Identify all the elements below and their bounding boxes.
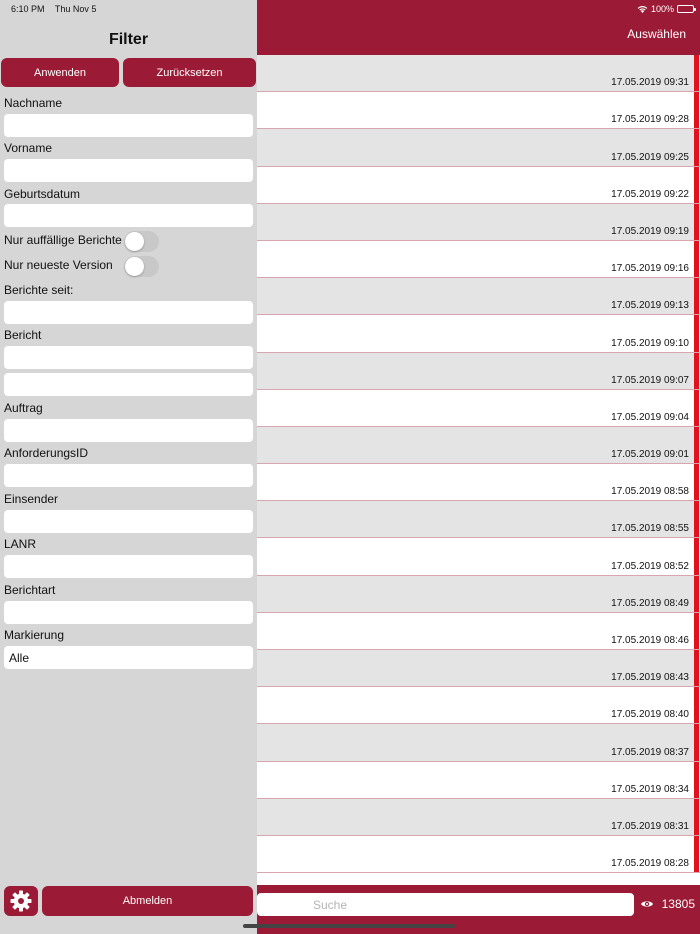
row-timestamp: 17.05.2019 08:46 — [611, 635, 689, 646]
row-marker — [694, 501, 699, 537]
count-value: 13805 — [661, 897, 695, 911]
report-list[interactable] — [257, 55, 700, 873]
row-marker — [694, 167, 699, 203]
row-timestamp: 17.05.2019 09:25 — [611, 151, 689, 163]
berichtart-input[interactable] — [4, 601, 253, 624]
table-row[interactable] — [257, 278, 700, 315]
row-timestamp: 17.05.2019 09:16 — [611, 263, 689, 275]
row-marker — [694, 836, 699, 872]
row-marker — [694, 278, 699, 314]
row-timestamp: 17.05.2019 08:52 — [611, 560, 689, 572]
eye-icon — [640, 899, 654, 909]
row-marker — [694, 724, 699, 760]
row-marker — [694, 129, 699, 165]
gear-icon — [9, 889, 33, 913]
table-row[interactable] — [257, 390, 700, 427]
row-timestamp: 17.05.2019 09:04 — [611, 411, 689, 423]
status-date: Thu Nov 5 — [54, 4, 97, 14]
geburtsdatum-input[interactable] — [4, 204, 253, 227]
report-list-panel — [257, 0, 700, 934]
table-row[interactable] — [257, 167, 700, 204]
row-timestamp: 17.05.2019 08:34 — [611, 783, 689, 795]
table-row[interactable] — [257, 241, 700, 278]
einsender-label: Einsender — [4, 492, 59, 506]
table-row[interactable] — [257, 92, 700, 129]
markierung-label: Markierung — [4, 628, 65, 642]
table-row[interactable] — [257, 576, 700, 613]
row-timestamp: 17.05.2019 09:22 — [611, 188, 689, 200]
bericht-label: Bericht — [4, 328, 42, 342]
row-timestamp: 17.05.2019 08:55 — [611, 523, 689, 535]
vorname-input[interactable] — [4, 159, 253, 182]
battery-percent: 100% — [650, 4, 674, 14]
markierung-select[interactable]: Alle — [4, 646, 253, 669]
row-timestamp: 17.05.2019 09:13 — [611, 300, 689, 312]
select-button[interactable]: Auswählen — [627, 27, 686, 41]
table-row[interactable] — [257, 315, 700, 352]
geburtsdatum-label: Geburtsdatum — [4, 187, 81, 201]
search-input[interactable] — [257, 893, 634, 916]
row-timestamp: 17.05.2019 09:07 — [611, 374, 689, 386]
row-marker — [694, 613, 699, 649]
neueste-label: Nur neueste Version — [4, 258, 113, 272]
row-timestamp: 17.05.2019 08:58 — [611, 486, 689, 498]
filter-title: Filter — [108, 31, 149, 48]
row-marker — [694, 55, 699, 91]
row-timestamp: 17.05.2019 09:10 — [611, 337, 689, 349]
row-marker — [694, 576, 699, 612]
row-marker — [694, 538, 699, 574]
auftrag-label: Auftrag — [4, 401, 43, 415]
wifi-icon — [637, 5, 648, 13]
row-timestamp: 17.05.2019 09:31 — [611, 77, 689, 89]
row-timestamp: 17.05.2019 09:01 — [611, 449, 689, 461]
auftrag-input[interactable] — [4, 419, 253, 442]
table-row[interactable] — [257, 687, 700, 724]
table-row[interactable] — [257, 762, 700, 799]
filter-sidebar — [0, 0, 257, 934]
table-row[interactable] — [257, 501, 700, 538]
row-marker — [694, 762, 699, 798]
top-nav-bar — [257, 0, 700, 55]
row-timestamp: 17.05.2019 08:43 — [611, 672, 689, 684]
row-marker — [694, 315, 699, 351]
row-timestamp: 17.05.2019 09:19 — [611, 225, 689, 237]
table-row[interactable] — [257, 427, 700, 464]
apply-button[interactable]: Anwenden — [1, 58, 119, 87]
table-row[interactable] — [257, 799, 700, 836]
status-bar-right — [637, 4, 694, 14]
table-row[interactable] — [257, 836, 700, 873]
table-row[interactable] — [257, 464, 700, 501]
bericht-input-1[interactable] — [4, 346, 253, 369]
table-row[interactable] — [257, 55, 700, 92]
logout-button[interactable]: Abmelden — [42, 886, 253, 916]
berichtart-label: Berichtart — [4, 583, 56, 597]
row-marker — [694, 353, 699, 389]
lanr-input[interactable] — [4, 555, 253, 578]
toggle-knob — [125, 232, 144, 251]
home-indicator — [243, 924, 455, 928]
row-marker — [694, 650, 699, 686]
einsender-input[interactable] — [4, 510, 253, 533]
reset-button[interactable]: Zurücksetzen — [123, 58, 256, 87]
table-row[interactable] — [257, 353, 700, 390]
nachname-label: Nachname — [4, 96, 63, 110]
row-marker — [694, 427, 699, 463]
table-row[interactable] — [257, 538, 700, 575]
berichte-seit-input[interactable] — [4, 301, 253, 324]
row-timestamp: 17.05.2019 08:28 — [611, 858, 689, 870]
berichte-seit-label: Berichte seit: — [4, 283, 74, 297]
table-row[interactable] — [257, 650, 700, 687]
settings-button[interactable] — [4, 886, 38, 916]
report-count — [640, 897, 695, 911]
vorname-label: Vorname — [4, 141, 53, 155]
nachname-input[interactable] — [4, 114, 253, 137]
anforderungsid-label: AnforderungsID — [4, 446, 89, 460]
lanr-label: LANR — [4, 537, 37, 551]
row-marker — [694, 204, 699, 240]
row-timestamp: 17.05.2019 08:37 — [611, 746, 689, 758]
bericht-input-2[interactable] — [4, 373, 253, 396]
neueste-toggle[interactable] — [124, 256, 159, 277]
table-row[interactable] — [257, 613, 700, 650]
row-marker — [694, 92, 699, 128]
toggle-knob — [125, 257, 144, 276]
row-timestamp: 17.05.2019 08:31 — [611, 820, 689, 832]
table-row[interactable] — [257, 129, 700, 166]
row-timestamp: 17.05.2019 09:28 — [611, 114, 689, 126]
row-marker — [694, 799, 699, 835]
battery-icon — [677, 5, 694, 13]
auffaellig-label: Nur auffällige Berichte — [4, 233, 122, 247]
row-timestamp: 17.05.2019 08:49 — [611, 597, 689, 609]
table-row[interactable] — [257, 724, 700, 761]
row-marker — [694, 687, 699, 723]
row-timestamp: 17.05.2019 08:40 — [611, 709, 689, 721]
row-marker — [694, 464, 699, 500]
auffaellig-toggle[interactable] — [124, 231, 159, 252]
status-time: 6:10 PM — [11, 4, 45, 14]
anforderungsid-input[interactable] — [4, 464, 253, 487]
status-bar-left — [11, 4, 104, 14]
row-marker — [694, 390, 699, 426]
table-row[interactable] — [257, 204, 700, 241]
row-marker — [694, 241, 699, 277]
